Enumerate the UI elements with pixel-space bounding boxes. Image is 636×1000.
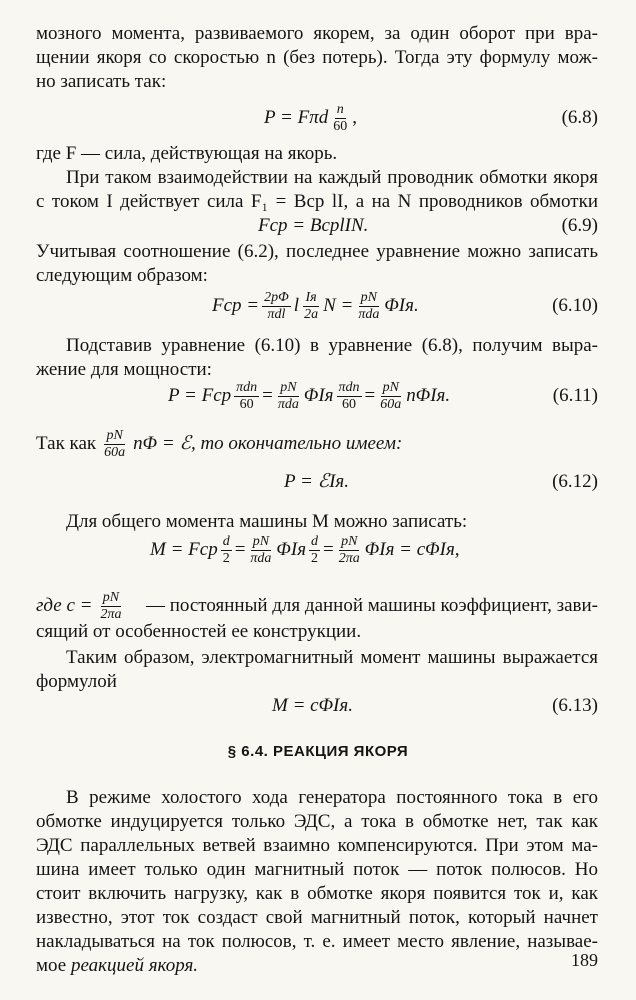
equation-term: N = [323,295,354,316]
text-run: Так как [36,433,97,454]
fraction [102,428,127,461]
paragraph-line: шина имеет только один магнитный поток — поток полюсов. Но [36,859,598,880]
equation-number: (6.9) [561,215,598,236]
fraction [98,590,123,623]
fraction-denominator: πda [277,396,299,412]
paragraph-line: ЭДС параллельных ветвей взаимно компенсируются. При этом ма- [36,835,598,856]
fraction [234,380,259,413]
text-run: — постоянный для данной машины коэффициент, зави- [145,595,598,616]
text-run: мое [36,955,67,976]
text-run: где c = [36,595,93,616]
section-heading: § 6.4. РЕАКЦИЯ ЯКОРЯ [227,743,409,760]
text-run: nΦ = ℰ, то окончательно имеем: [133,433,403,454]
fraction [276,380,301,413]
equation-tail: ΦIя = cΦIя, [364,539,460,560]
fraction-denominator: πda [250,550,272,566]
paragraph-line: Учитывая соотношение (6.2), последнее уравнение можно записать [36,241,598,262]
fraction-numerator: pN [106,427,123,443]
paragraph-line: Таким образом, электромагнитный момент машины выражается [66,647,598,668]
equation-lhs: M = Fср [150,539,218,560]
equation-number: (6.8) [561,107,598,128]
fraction [248,534,273,567]
paragraph-line: мозного момента, развиваемого якорем, за один оборот при вра- [36,23,598,44]
paragraph-line: формулой [36,671,117,692]
fraction [309,534,320,567]
fraction-denominator: πda [358,306,380,322]
fraction [337,380,362,413]
equals-sign: = [323,539,334,560]
equation-number: (6.11) [552,385,598,406]
fraction-numerator: n [336,101,344,117]
paragraph-line [36,954,598,978]
paragraph-line: Для общего момента машины M можно записать: [66,511,468,532]
equation-6-8 [36,96,598,140]
fraction-numerator: d [222,533,230,549]
fraction-denominator: 2a [304,306,319,322]
fraction-numerator: pN [280,379,297,395]
equals-sign: = [364,385,376,406]
equation-6-12 [36,460,598,504]
fraction-denominator: 60a [380,396,402,412]
fraction-numerator: πdn [338,379,360,395]
paragraph-line: следующим образом: [36,265,208,286]
fraction-numerator: πdn [236,379,258,395]
paragraph-line: щении якоря со скоростью n (без потерь). Тогда эту формулу мож- [36,47,598,68]
fraction [337,534,362,567]
equals-sign: = [262,385,273,406]
paragraph-line: известно, этот ток создаст свой магнитный поток, который начнет [36,907,598,928]
equation-body: Fср = BсрlIN. [258,215,369,236]
fraction-denominator: 60 [333,118,348,134]
italic-term: реакцией якоря. [70,955,199,976]
paragraph-line: жение для мощности: [36,359,212,380]
fraction-denominator: πdl [267,306,286,322]
paragraph-line: но записать так: [36,71,167,92]
paragraph-line: сящий от особенностей ее конструкции. [36,621,362,642]
fraction-numerator: pN [382,379,399,395]
fraction-numerator: Iя [305,289,317,305]
fraction-denominator: 2 [222,550,230,566]
equation-6-13 [36,684,598,728]
equation-6-11 [36,374,598,418]
fraction-denominator: 2 [311,550,319,566]
equation-lhs: P = Fср [168,385,232,406]
paragraph-line: Подставив уравнение (6.10) в уравнение (6.8), получим выра- [66,335,598,356]
fraction-numerator: d [311,533,319,549]
equation-term: l [293,295,300,316]
equation-moment [36,528,598,572]
fraction-denominator: 60 [342,396,356,412]
fraction [221,534,232,567]
fraction-denominator: 2πa [338,550,360,566]
paragraph-line: В режиме холостого хода генератора постоянного тока в его [66,787,598,808]
equation-number: (6.13) [552,695,598,716]
fraction-numerator: pN [341,533,358,549]
equation-lhs: P = Fπd [264,107,329,128]
fraction-denominator: 60 [239,396,254,412]
equation-number: (6.10) [552,295,598,316]
equation-body: M = cΦIя. [272,695,353,716]
equation-term: ΦIя [303,385,334,406]
paragraph-line: где F — сила, действующая на якорь. [36,143,338,164]
fraction [331,102,349,135]
equation-lhs: Fср = [212,295,260,316]
paragraph-line: с током I действует сила F₁ = Bср lI, а на N проводников обмотки [36,191,598,212]
paragraph-line: При таком взаимодействии на каждый проводник обмотки якоря [66,167,598,188]
fraction-numerator: pN [360,289,377,305]
paragraph-line: обмотке индуцируется только ЭДС, а тока в обмотке нет, так как [36,811,598,832]
equation-6-10 [36,284,598,328]
fraction [378,380,403,413]
fraction [262,290,291,323]
equation-body: P = ℰIя. [284,471,349,492]
text-group [36,590,129,623]
paragraph-line: накладываться на ток полюсов, т. е. имеет место явление, называе- [36,931,598,952]
fraction-numerator: pN [252,533,270,549]
fraction-denominator: 2πa [100,606,122,622]
equals-sign: = [234,539,246,560]
paragraph-line: стоит включить нагрузку, как в обмотке якоря появится ток и, как [36,883,598,904]
equation-number: (6.12) [552,471,598,492]
equation-tail: nΦIя. [406,385,451,406]
fraction [302,290,320,323]
equation-tail: , [352,107,357,128]
equation-tail: ΦIя. [384,295,419,316]
fraction-denominator: 60a [104,444,126,460]
page-number: 189 [571,950,598,970]
fraction-numerator: pN [102,589,120,605]
equation-term: ΦIя [276,539,307,560]
fraction [356,290,381,323]
fraction-numerator: 2pΦ [264,289,289,305]
